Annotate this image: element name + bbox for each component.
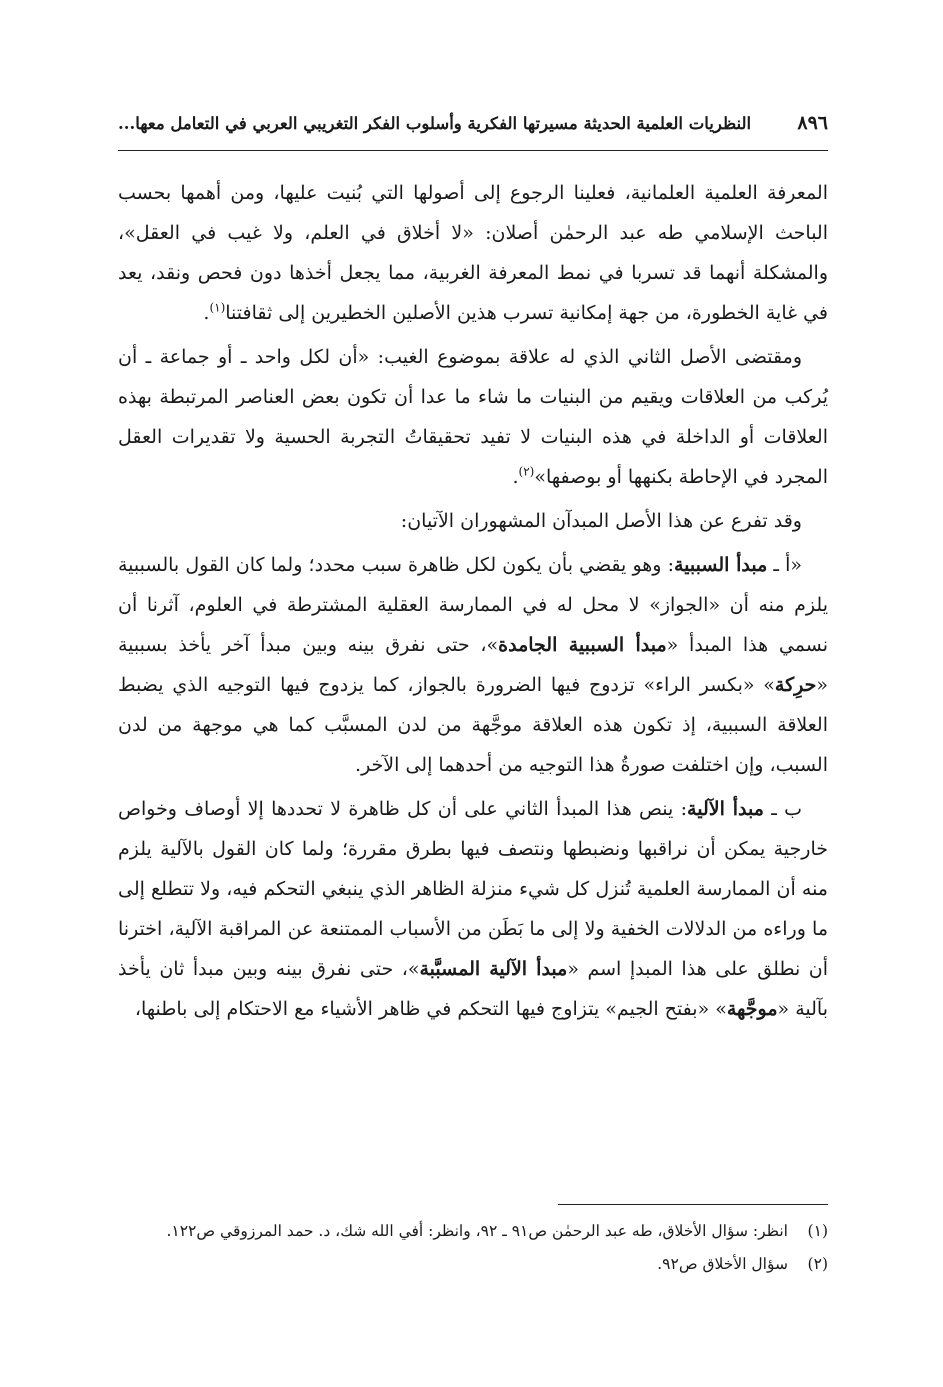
term-dynamic: حرِكة <box>774 674 817 696</box>
running-title: النظريات العلمية الحديثة مسيرتها الفكرية وأسلوب الفكر التغريبي العربي في التعامل معها... <box>118 114 752 133</box>
term-rigid-causality: مبدأ السببية الجامدة <box>498 634 667 656</box>
paragraph-1-text: المعرفة العلمية العلمانية، فعلينا الرجوع إلى أصولها التي بُنيت عليها، ومن أهمها بحسب الباحث الإسلامي طه عبد الرحمٰن أصلان: «لا أخلاق في العلم، ولا غيب في العقل»، والمشكلة أنهما قد تسربا في نمط المعرفة الغربية، مما يجعل أخذها دون فحص ونقد، يعد في غاية الخطورة، من جهة إمكانية تسرب هذين الأصلين الخطيرين إلى ثقافتنا <box>118 182 828 324</box>
mechanism-text-2: »، حتى نفرق بينه وبين مبدأ ثان يأخذ بآلية « <box>118 958 828 1020</box>
footnote-1-text: انظر: سؤال الأخلاق، طه عبد الرحمٰن ص٩١ ـ ٩٢، وانظر: أفي الله شك، د. حمد المرزوقي ص١٢٢. <box>166 1222 788 1240</box>
paragraph-1-end: . <box>203 302 210 324</box>
running-header <box>118 112 828 151</box>
causality-text-1: : وهو يقضي بأن يكون لكل ظاهرة سبب محدد؛ ولما كان القول بالسببية يلزم منه أن «الجواز» لا محل له في الممارسة العقلية المشترطة في العلوم، آثرنا أن نسمي هذا المبدأ « <box>118 554 828 656</box>
causality-text-2: »، حتى نفرق بينه وبين مبدأ آخر يأخذ بسببية « <box>118 634 828 696</box>
mechanism-text-1: : ينص هذا المبدأ الثاني على أن كل ظاهرة لا تحددها إلا أوصاف وخواص خارجية يمكن أن نراقبها ونضبطها ونتصف فيها بطرق مقررة؛ ولما كان القول بالآلية يلزم منه أن الممارسة العلمية تُنزل كل شيء منزلة الظاهر الذي ينبغي التحكم فيه، ولا تتطلع إلى ما وراءه من الدلالات الخفية ولا إلى ما بَطَن من الأسباب الممتنعة عن المراقبة الآلية، اخترنا أن نطلق على هذا المبدإ اسم « <box>118 798 828 980</box>
footnote-2-text: سؤال الأخلاق ص٩٢. <box>657 1255 788 1273</box>
footnote-ref-2: (٢) <box>518 464 535 479</box>
page-number: ٨٩٦ <box>797 112 828 134</box>
paragraph-1 <box>118 173 828 333</box>
mechanism-open: ب ـ <box>763 798 802 820</box>
paragraph-2-text: ومقتضى الأصل الثاني الذي له علاقة بموضوع الغيب: «أن لكل واحد ـ أو جماعة ـ أن يُركب من العلاقات ويقيم من البنيات ما شاء ما عدا أن تكون بعض العناصر المرتبطة بهذه العلاقات أو الداخلة في هذه البنيات لا تفيد تحقيقاتُ التجربة الحسية ولا تقديرات العقل المجرد في الإحاطة بكنهها أو بوصفها» <box>118 346 828 488</box>
paragraph-3 <box>118 501 828 541</box>
paragraph-2-end: . <box>512 466 519 488</box>
paragraph-3-text: وقد تفرع عن هذا الأصل المبدآن المشهوران الآتيان: <box>400 510 802 532</box>
term-directed: موجَّهة <box>726 998 778 1020</box>
term-mechanism: مبدأ الآلية <box>687 798 764 820</box>
term-causality: مبدأ السببية <box>673 554 768 576</box>
footnote-2 <box>118 1250 828 1279</box>
term-caused-mechanism: مبدأ الآلية المسبَّبة <box>419 958 568 980</box>
main-text <box>118 173 828 1029</box>
paragraph-2 <box>118 337 828 497</box>
footnote-1-number: (١) <box>807 1222 828 1240</box>
footnotes <box>118 1204 828 1283</box>
causality-text-3: » «بكسر الراء» تزدوج فيها الضرورة بالجواز، كما يزدوج فيها التوجيه الذي يضبط العلاقة السببية، إذ تكون هذه العلاقة موجَّهة من لدن المسبَّب كما هي موجهة من لدن السبب، وإن اختلفت صورةُ هذا التوجيه من أحدهما إلى الآخر. <box>118 674 828 776</box>
causality-open: «أ ـ <box>767 554 802 576</box>
footnote-ref-1: (١) <box>209 300 226 315</box>
book-page <box>118 112 828 1312</box>
footnote-2-number: (٢) <box>807 1255 828 1273</box>
footnote-divider <box>558 1204 828 1205</box>
paragraph-causality <box>118 545 828 785</box>
paragraph-mechanism <box>118 789 828 1029</box>
footnote-1 <box>118 1217 828 1246</box>
mechanism-text-3: » «بفتح الجيم» يتزاوج فيها التحكم في ظاهر الأشياء مع الاحتكام إلى باطنها، <box>134 998 727 1020</box>
